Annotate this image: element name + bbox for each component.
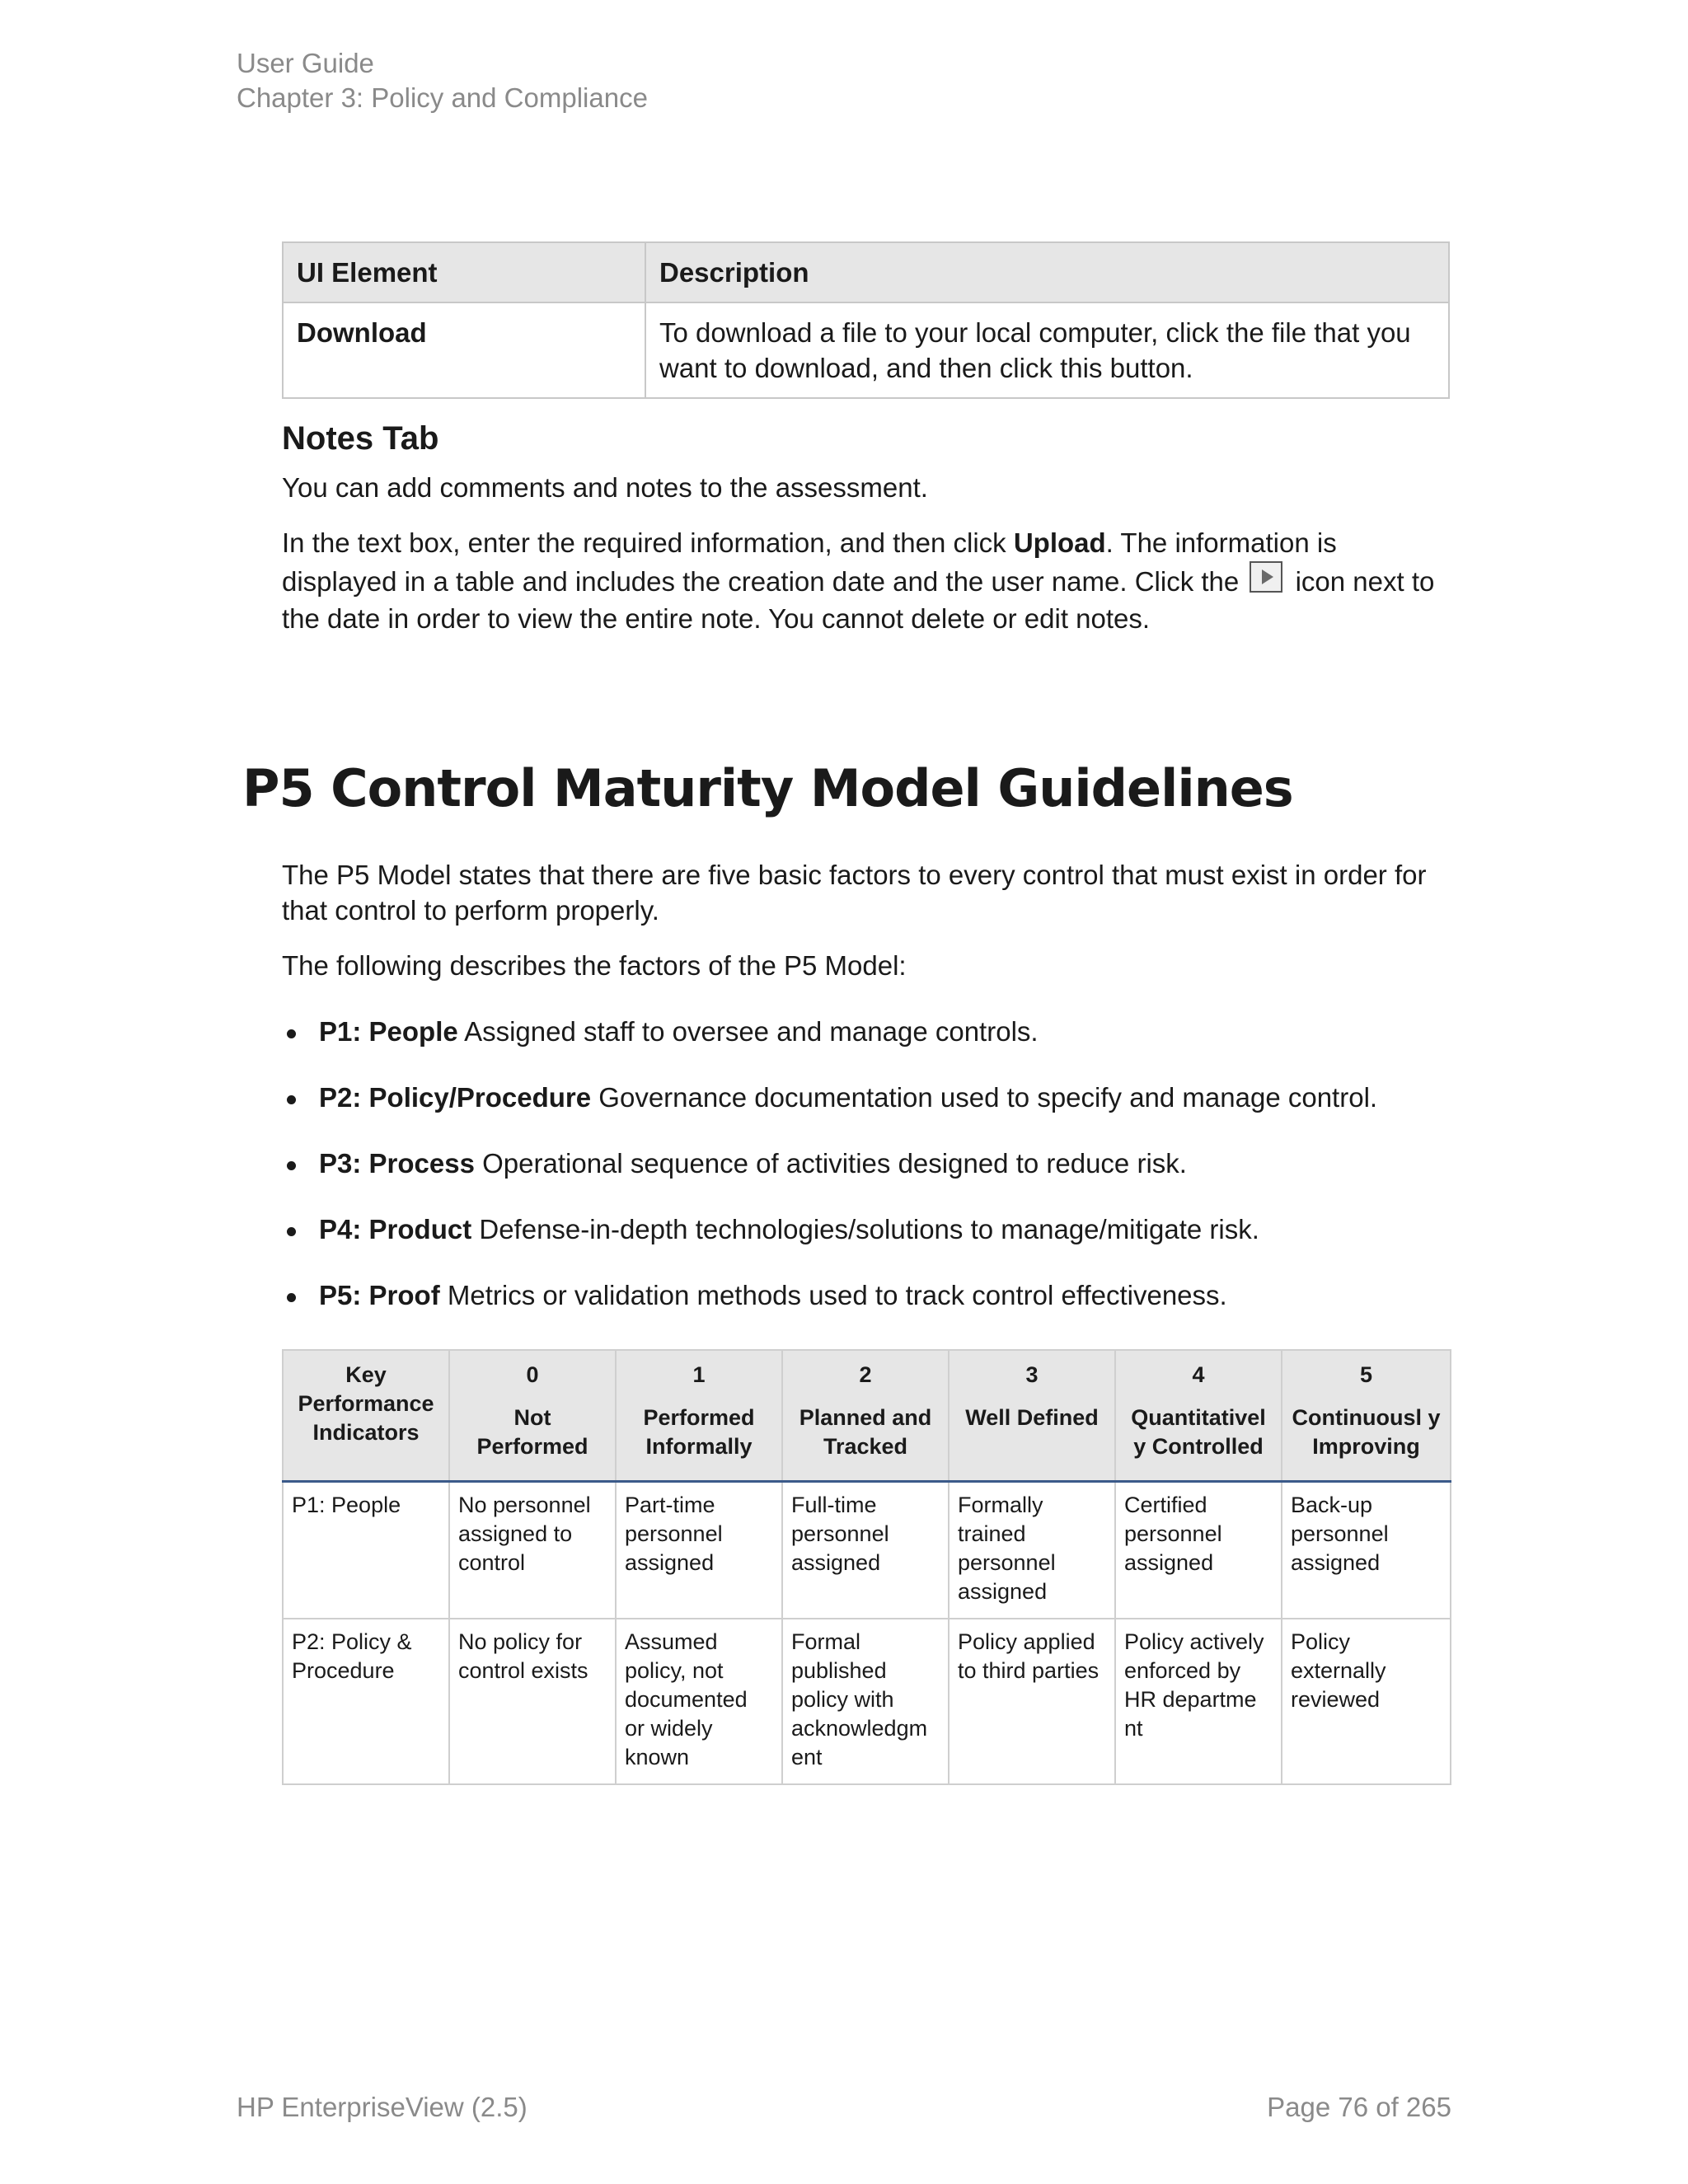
table-cell: No policy for control exists xyxy=(449,1619,616,1784)
running-header xyxy=(237,46,648,115)
notes-paragraph-1: You can add comments and notes to the assessment. xyxy=(282,472,928,503)
kpi-column-header: Key Performance Indicators xyxy=(283,1350,449,1482)
section-title: P5 Control Maturity Model Guidelines xyxy=(242,758,1293,818)
ui-element-cell: Download xyxy=(283,302,645,398)
table-row xyxy=(283,1619,1451,1784)
table-cell: Certified personnel assigned xyxy=(1115,1482,1282,1619)
header-chapter-title: Chapter 3: Policy and Compliance xyxy=(237,82,648,113)
table-cell: Policy applied to third parties xyxy=(949,1619,1115,1784)
bullet-icon xyxy=(287,1161,296,1170)
table-cell: No personnel assigned to control xyxy=(449,1482,616,1619)
table-cell: Policy actively enforced by HR departme nt xyxy=(1115,1619,1282,1784)
table-cell: Part-time personnel assigned xyxy=(616,1482,782,1619)
expand-note-icon xyxy=(1250,561,1282,593)
bullet-icon xyxy=(287,1095,296,1104)
table-cell: Full-time personnel assigned xyxy=(782,1482,949,1619)
p5-intro-paragraph: The P5 Model states that there are five basic factors to every control that must exist in order for that control to perform properly. xyxy=(282,860,1427,926)
table-cell: Back-up personnel assigned xyxy=(1282,1482,1451,1619)
list-item: P3: Process Operational sequence of activities designed to reduce risk. xyxy=(282,1146,1450,1212)
list-item: P2: Policy/Procedure Governance documentation used to specify and manage control. xyxy=(282,1080,1450,1146)
p5-lead-paragraph: The following describes the factors of the P5 Model: xyxy=(282,950,907,981)
kpi-cell: P2: Policy & Procedure xyxy=(283,1619,449,1784)
level-5-header: 5 Continuousl y Improving xyxy=(1282,1350,1451,1482)
level-4-header: 4 Quantitativel y Controlled xyxy=(1115,1350,1282,1482)
level-3-header: 3 Well Defined xyxy=(949,1350,1115,1482)
bullet-icon xyxy=(287,1293,296,1302)
table-cell: Policy externally reviewed xyxy=(1282,1619,1451,1784)
ui-element-column-header: UI Element xyxy=(283,242,645,302)
p5-factor-list xyxy=(282,1014,1450,1343)
ui-element-table xyxy=(282,241,1450,399)
level-0-header: 0 Not Performed xyxy=(449,1350,616,1482)
table-cell: Assumed policy, not documented or widely known xyxy=(616,1619,782,1784)
bullet-icon xyxy=(287,1029,296,1038)
table-cell: Formal published policy with acknowledgm ent xyxy=(782,1619,949,1784)
notes-tab-heading: Notes Tab xyxy=(282,420,439,457)
level-1-header: 1 Performed Informally xyxy=(616,1350,782,1482)
list-item: P5: Proof Metrics or validation methods used to track control effectiveness. xyxy=(282,1277,1450,1343)
table-row xyxy=(283,1482,1451,1619)
footer-page-number: Page 76 of 265 xyxy=(1267,2092,1451,2122)
maturity-model-table xyxy=(282,1349,1451,1785)
table-row xyxy=(283,302,1449,398)
list-item: P4: Product Defense-in-depth technologies/solutions to manage/mitigate risk. xyxy=(282,1212,1450,1277)
level-2-header: 2 Planned and Tracked xyxy=(782,1350,949,1482)
header-guide-title: User Guide xyxy=(237,48,374,78)
kpi-cell: P1: People xyxy=(283,1482,449,1619)
table-cell: Formally trained personnel assigned xyxy=(949,1482,1115,1619)
list-item: P1: People Assigned staff to oversee and manage controls. xyxy=(282,1014,1450,1080)
footer-product: HP EnterpriseView (2.5) xyxy=(237,2092,528,2122)
upload-term: Upload xyxy=(1013,527,1106,558)
notes-paragraph-2: In the text box, enter the required information, and then click Upload. The information is displayed in a table and includes the creation date and the user name. Click the icon next to the date in order to view the entire note. You cannot delete or edit notes. xyxy=(282,527,1435,634)
description-cell: To download a file to your local computer, click the file that you want to download, and then click this button. xyxy=(645,302,1449,398)
description-column-header: Description xyxy=(645,242,1449,302)
bullet-icon xyxy=(287,1227,296,1236)
